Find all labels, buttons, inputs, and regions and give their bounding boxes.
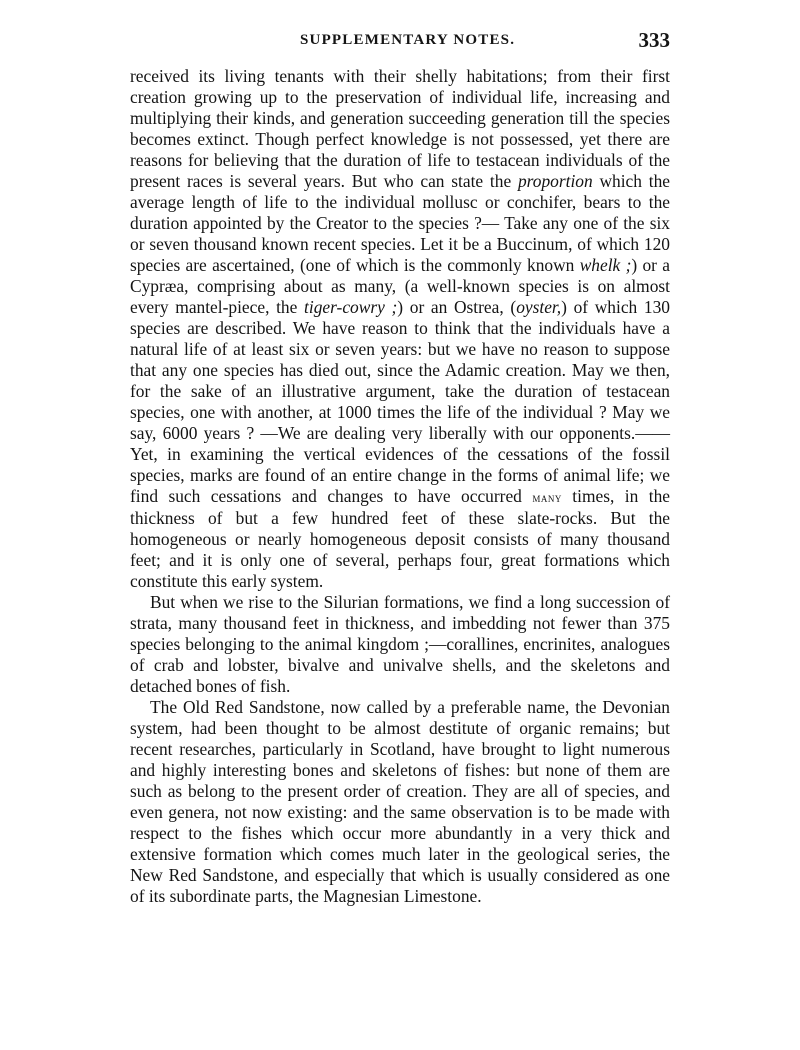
- text-run: ) or a Cypræa, comprising about as many, (a well-known species is on almost every mantel-piece, the: [130, 255, 671, 317]
- text-run: times, in the thickness of but a few hundred feet of these slate-rocks. But the homogeneous or nearly homogeneous deposit consists of many thousand feet; and it is only one of several, perhaps four, great formations which constitute this early system.: [130, 486, 670, 591]
- italic-text: oyster,: [516, 297, 562, 317]
- text-run: received its living tenants with their shelly habitations; from their first creation growing up to the preservation of individual life, increasing and multiplying their kinds, and generation succeeding generation till the species becomes extinct. Though perfect knowledge is not possessed, yet there are reasons for believing that the duration of life to testacean individuals of the present races is several years. But who can state the: [130, 66, 670, 191]
- paragraph-devonian: [130, 697, 670, 907]
- text-run: ) or an Ostrea, (: [397, 297, 517, 317]
- body-text: [130, 66, 670, 907]
- paragraph-silurian: [130, 592, 670, 697]
- text-run: which the average length of life to the individual mollusc or conchifer, bears to the duration appointed by the Creator to the species ?— Take any one of the six or seven thousand known recent species. Let it be a Buccinum, of which 120 species are ascertained, (one of which is the commonly known: [130, 171, 670, 275]
- italic-text: proportion: [517, 171, 593, 191]
- page-header: [130, 28, 670, 58]
- italic-text: tiger-cowry ;: [304, 297, 398, 317]
- paragraph-shell-species: [130, 66, 670, 592]
- text-run: But when we rise to the Silurian formations, we find a long succession of strata, many thousand feet in thickness, and imbedding not fewer than 375 species belonging to the animal kingdom ;—corallines, encrinites, analogues of crab and lobster, bivalve and univalve shells, and the skeletons and detached bones of fish.: [130, 592, 670, 696]
- page-number: 333: [638, 28, 670, 52]
- text-run: The Old Red Sandstone, now called by a preferable name, the Devonian system, had been thought to be almost destitute of organic remains; but recent researches, particularly in Scotland, have brought to light numerous and highly interesting bones and skeletons of fishes: but none of them are such as belong to the present order of creation. They are all of species, and even genera, not now existing: and the same observation is to be made with respect to the fishes which occur more abundantly in a very thick and extensive formation which comes much later in the geological series, the New Red Sandstone, and especially that which is usually considered as one of its subordinate parts, the Magnesian Limestone.: [130, 697, 670, 906]
- text-run: ) of which 130 species are described. We have reason to think that the individuals have a natural life of at least six or seven years: but we have no reason to suppose that any one species has died out, since the Adamic creation. May we then, for the sake of an illustrative argument, take the duration of testacean species, one with another, at 1000 times the life of the individual ? May we say, 6000 years ? —We are dealing very liberally with our opponents.——Yet, in examining the vertical evidences of the cessations of the fossil species, marks are found of an entire change in the forms of animal life; we find such cessations and changes to have occurred: [130, 297, 670, 506]
- small-caps-text: many: [532, 490, 562, 505]
- italic-text: whelk ;: [579, 255, 632, 275]
- running-head: SUPPLEMENTARY NOTES.: [300, 32, 516, 48]
